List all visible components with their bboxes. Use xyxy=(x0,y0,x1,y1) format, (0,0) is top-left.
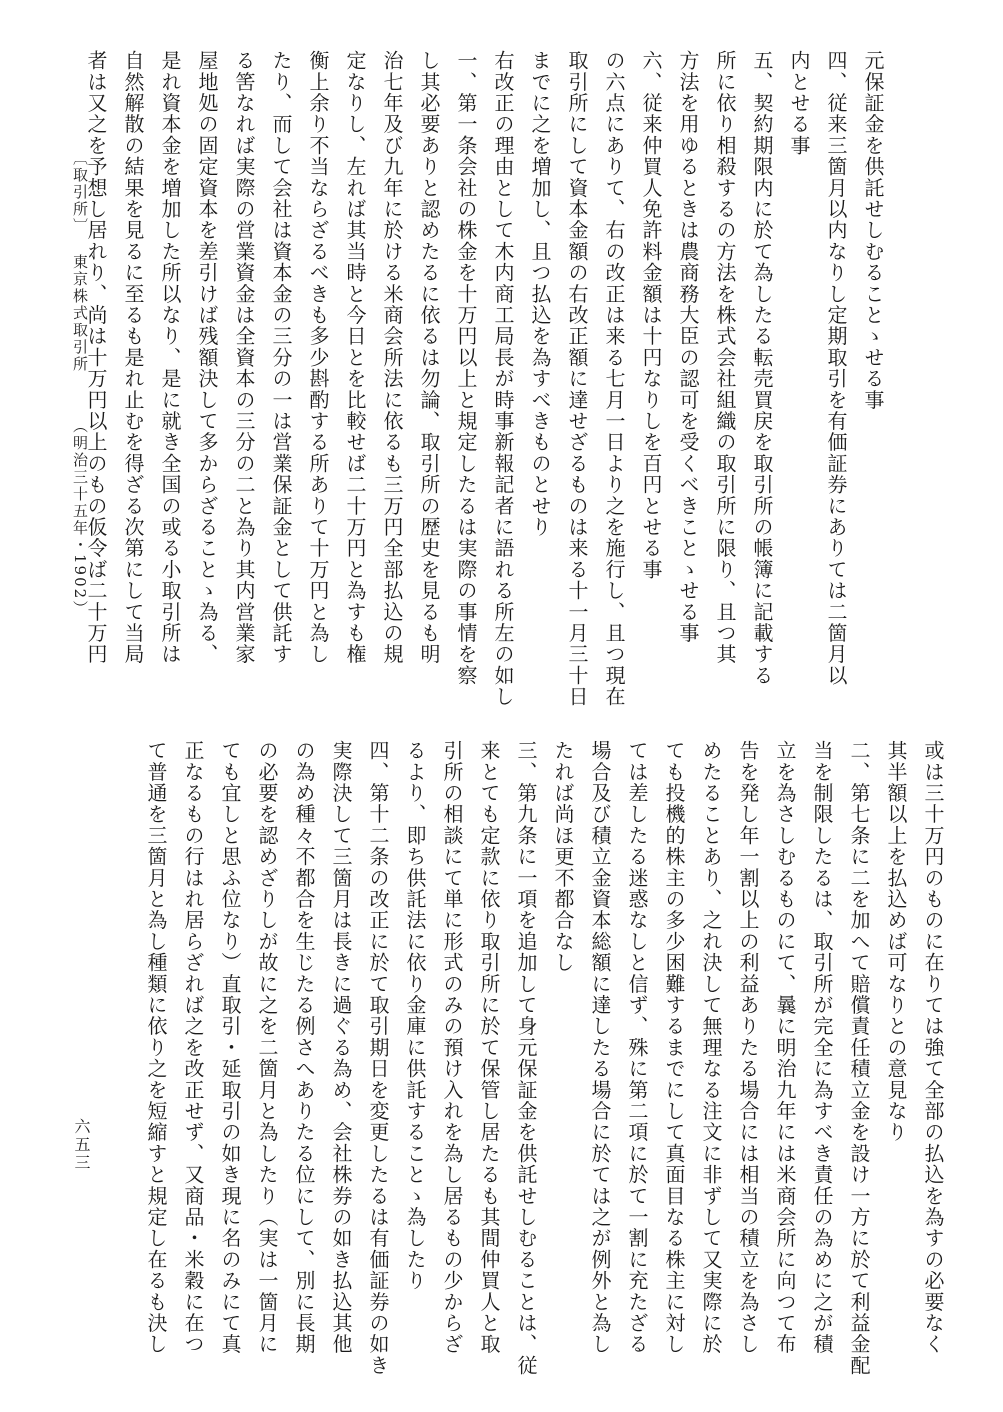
text-line: 一、第一条会社の株金を十万円以上と規定したるは実際の事情を察 xyxy=(454,50,478,686)
text-line: の必要を認めざりしが故に之を二箇月と為したり（実は一箇月に xyxy=(255,740,279,1355)
text-line: 其半額以上を払込めば可なりとの意見なり xyxy=(884,740,908,1143)
text-line: たり、而して会社は資本金の三分の一は営業保証金として供託す xyxy=(269,50,293,665)
text-line: 所に依り相殺するの方法を株式会社組織の取引所に限り、且つ其 xyxy=(713,50,737,665)
text-line: 六、従来仲買人免許料金額は十円なりしを百円とせる事 xyxy=(639,50,663,580)
text-line: 四、第十二条の改正に於て取引期日を変更したるは有価証券の如き xyxy=(366,740,390,1376)
text-line: 取引所にして資本金額の右改正額に達せざるものは来る十一月三十日 xyxy=(565,50,589,708)
text-line: 四、従来三箇月以内なりし定期取引を有価証券にありては二箇月以 xyxy=(824,50,848,686)
upper-text-block xyxy=(77,50,891,708)
text-line: て普通を三箇月と為し種類に依り之を短縮すと規定し在るも決し xyxy=(144,740,168,1355)
text-line: たれば尚ほ更不都合なし xyxy=(551,740,575,974)
text-line: 実際決して三箇月は長きに過ぐる為め、会社株券の如き払込其他 xyxy=(329,740,353,1355)
text-line: 内とせる事 xyxy=(787,50,811,156)
text-line: 或は三十万円のものに在りては強て全部の払込を為すの必要なく xyxy=(921,740,945,1355)
running-head-date: （明治三十五年・1902） xyxy=(71,418,89,618)
text-line: 引所の相談にて単に形式のみの預け入れを為し居るもの少からざ xyxy=(440,740,464,1355)
text-line: 自然解散の結果を見るに至るも是れ止むを得ざる次第にして当局 xyxy=(121,50,145,665)
text-line: 定なりし、左れば其当時と今日とを比較せば二十万円と為すも権 xyxy=(343,50,367,665)
text-line: ても投機的株主の多少困難するまでにして真面目なる株主に対し xyxy=(662,740,686,1355)
text-line: 五、契約期限内に於て為したる転売買戻を取引所の帳簿に記載する xyxy=(750,50,774,686)
text-line: までに之を増加し、且つ払込を為すべきものとせり xyxy=(528,50,552,538)
text-line: めたることあり、之れ決して無理なる注文に非ずして又実際に於 xyxy=(699,740,723,1355)
text-line: 元保証金を供託せしむることゝせる事 xyxy=(861,50,885,411)
text-line: 右改正の理由として木内商工局長が時事新報記者に語れる所左の如し xyxy=(491,50,515,708)
lower-text-block xyxy=(137,740,951,1380)
text-line: 屋地処の固定資本を差引けば残額決して多からざることゝ為る、 xyxy=(195,50,219,665)
text-line: 方法を用ゆるときは農商務大臣の認可を受くべきことゝせる事 xyxy=(676,50,700,644)
text-line: 正なるもの行はれ居らざれば之を改正せず、又商品・米穀に在つ xyxy=(181,740,205,1355)
text-line: の六点にありて、右の改正は来る七月一日より之を施行し、且つ現在 xyxy=(602,50,626,708)
text-line: る筈なれば実際の営業資金は全資本の三分の二と為り其内営業家 xyxy=(232,50,256,665)
text-line: ては差したる迷惑なしと信ず、殊に第二項に於て一割に充たざる xyxy=(625,740,649,1355)
text-line: の為め種々不都合を生じたる例さへありたる位にして、別に長期 xyxy=(292,740,316,1355)
text-line: 来とても定款に依り取引所に於て保管し居たるも其間仲買人と取 xyxy=(477,740,501,1355)
text-line: 三、第九条に一項を追加して身元保証金を供託せしむることは、従 xyxy=(514,740,538,1376)
running-head-section: 〔取引所〕 xyxy=(71,150,89,235)
text-line: し其必要ありと認めたるに依るは勿論、取引所の歴史を見るも明 xyxy=(417,50,441,665)
text-line: 告を発し年一割以上の利益ありたる場合には相当の積立を為さし xyxy=(736,740,760,1355)
text-line: 二、第七条に二を加へて賠償責任積立金を設け一方に於て利益金配 xyxy=(847,740,871,1376)
text-line: 立を為さしむるものにて、曩に明治九年には米商会所に向つて布 xyxy=(773,740,797,1355)
text-line: 場合及び積立金資本総額に達したる場合に於ては之が例外と為し xyxy=(588,740,612,1355)
text-line: 治七年及び九年に於ける米商会所法に依るも三万円全部払込の規 xyxy=(380,50,404,665)
text-line: 是れ資本金を増加した所以なり、是に就き全国の或る小取引所は xyxy=(158,50,182,665)
text-line: 者は又之を予想し居れり、尚は十万円以上のもの仮令ば二十万円 xyxy=(84,50,108,665)
text-line: るより、即ち供託法に依り金庫に供託することゝ為したり xyxy=(403,740,427,1292)
text-line: ても宜しと思ふ位なり）直取引・延取引の如き現に名のみにて真 xyxy=(218,740,242,1355)
text-line: 衡上余り不当ならざるべきも多少斟酌する所ありて十万円と為し xyxy=(306,50,330,665)
page-number: 六五三 xyxy=(72,1118,91,1172)
running-head-title: 東京株式取引所 xyxy=(71,254,89,373)
text-line: 当を制限したるは、取引所が完全に為すべき責任の為めに之が積 xyxy=(810,740,834,1355)
